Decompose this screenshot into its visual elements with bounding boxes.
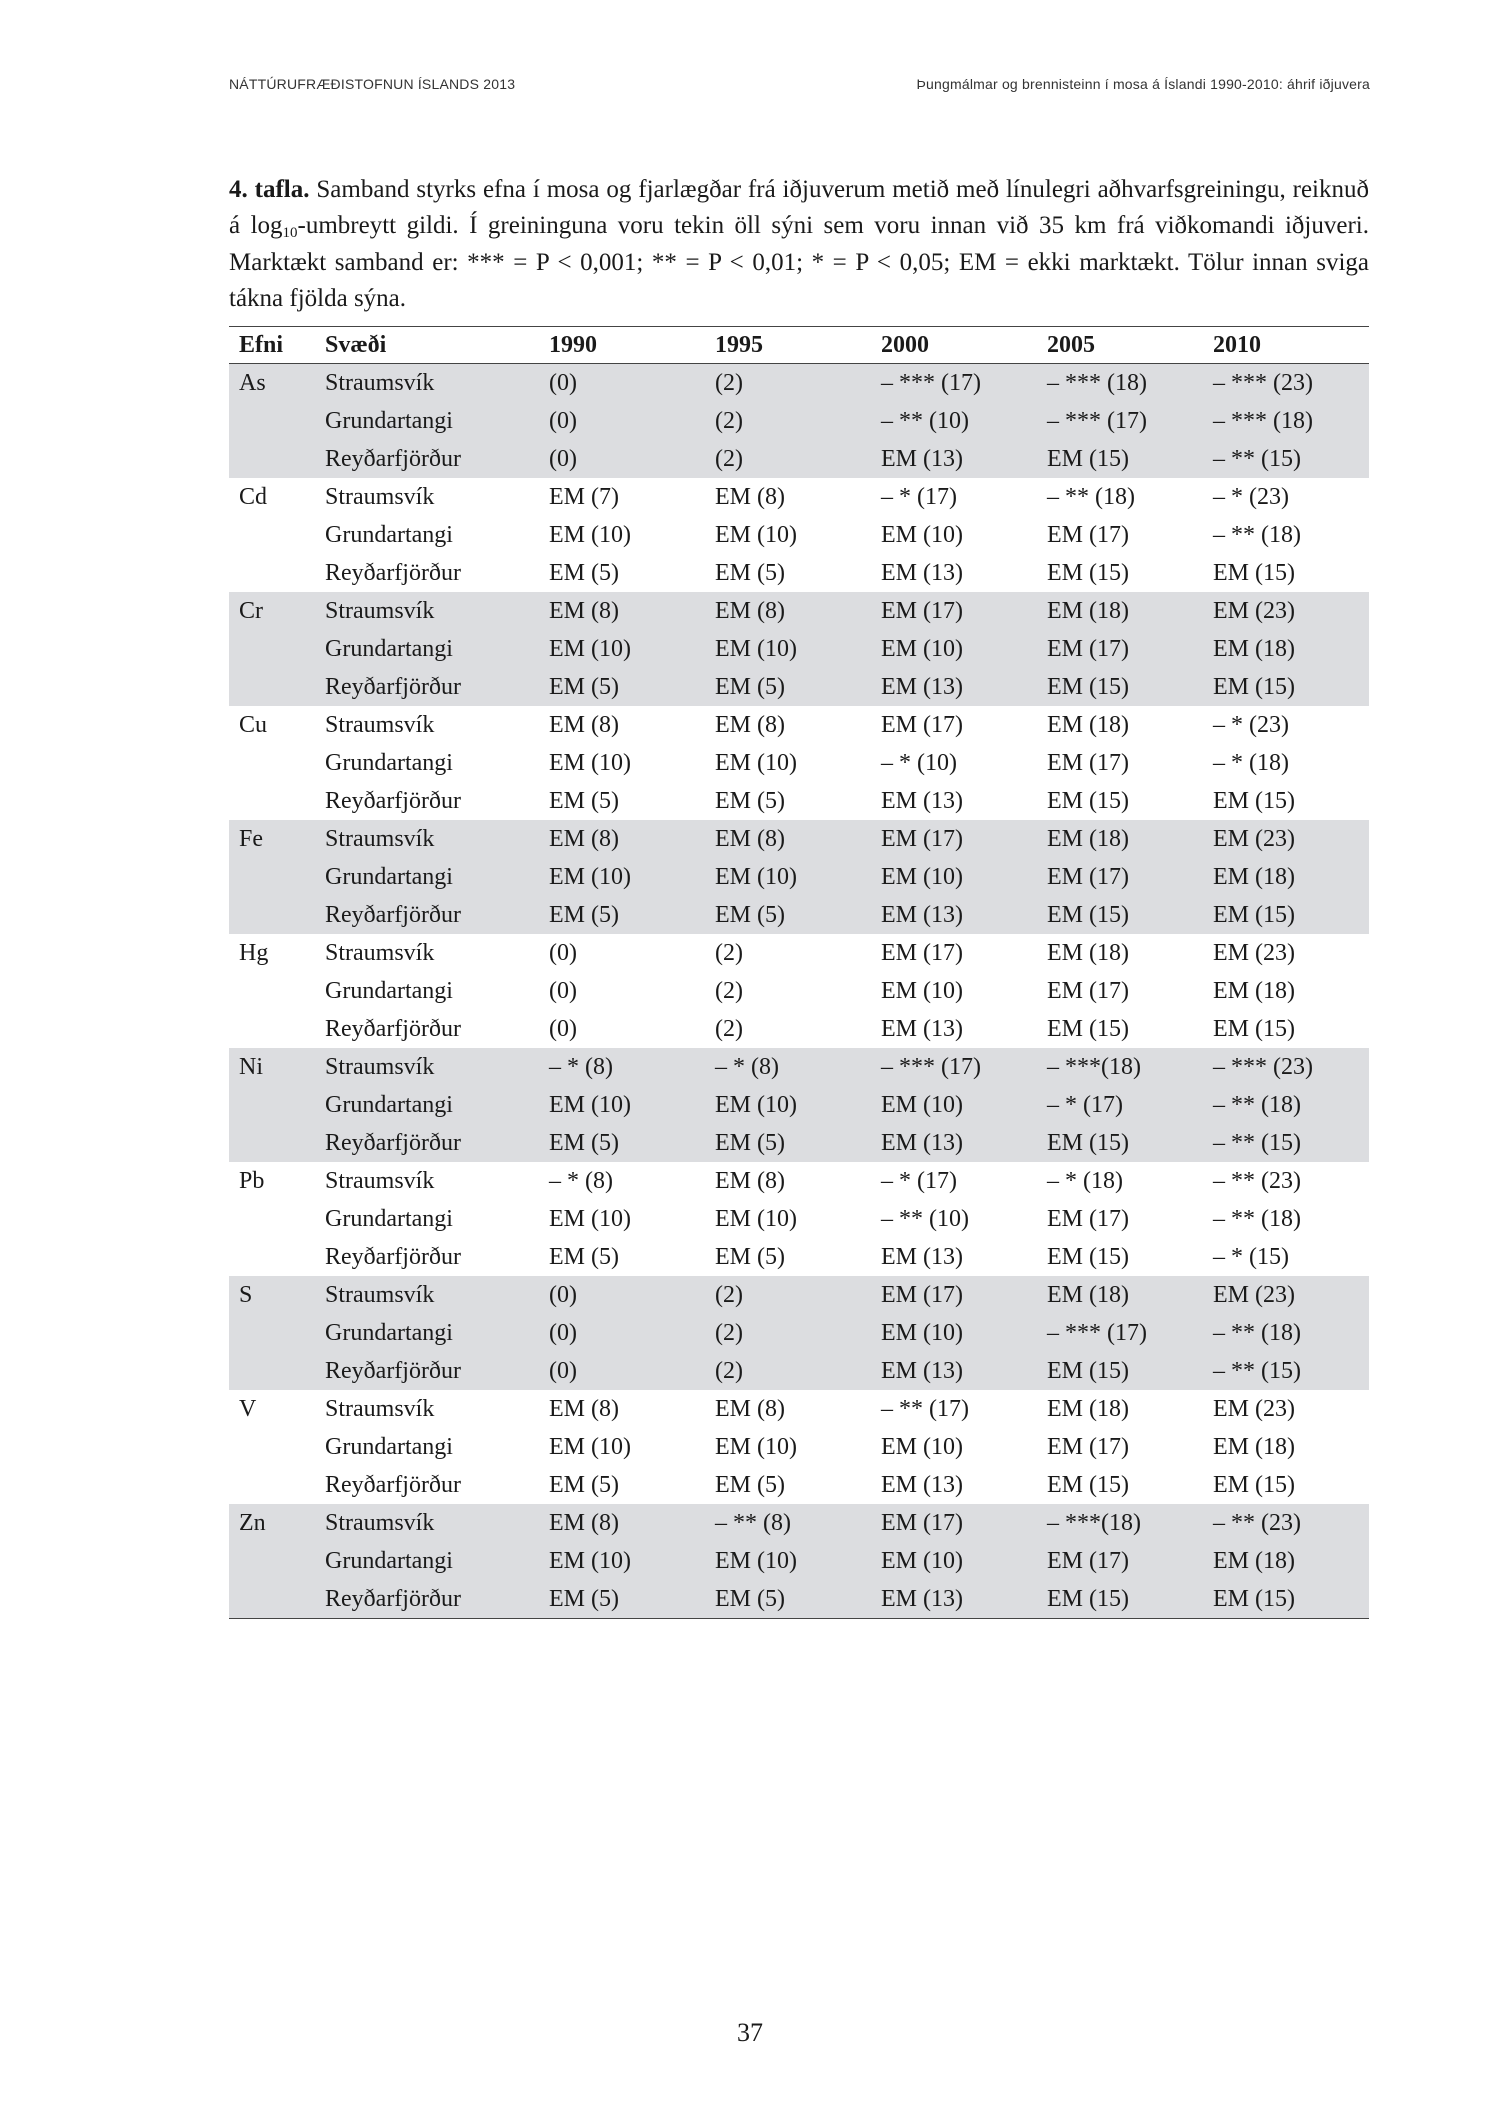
value-cell: (2) bbox=[705, 402, 871, 440]
table-row bbox=[229, 1466, 1369, 1504]
value-cell: EM (10) bbox=[539, 630, 705, 668]
value-cell: EM (18) bbox=[1203, 630, 1369, 668]
table-caption bbox=[229, 172, 1369, 317]
table-row bbox=[229, 516, 1369, 554]
value-cell: EM (13) bbox=[871, 668, 1037, 706]
value-cell: EM (13) bbox=[871, 1352, 1037, 1390]
value-cell: – ***(18) bbox=[1037, 1504, 1203, 1542]
value-cell: – *** (18) bbox=[1037, 364, 1203, 403]
value-cell: EM (15) bbox=[1213, 1015, 1295, 1042]
value-cell: – *** (17) bbox=[1037, 1314, 1203, 1352]
site-cell: Straumsvík bbox=[325, 939, 435, 966]
value-cell: EM (15) bbox=[1047, 1015, 1129, 1042]
value-cell: EM (5) bbox=[715, 559, 785, 586]
value-cell: EM (23) bbox=[1203, 820, 1369, 858]
site-cell: Straumsvík bbox=[325, 1395, 435, 1422]
column-header-2010: 2010 bbox=[1203, 327, 1369, 364]
value-cell: EM (13) bbox=[871, 440, 1037, 478]
site-cell: Reyðarfjörður bbox=[325, 1471, 461, 1498]
value-cell: EM (5) bbox=[705, 1580, 871, 1619]
value-cell: (0) bbox=[549, 939, 577, 966]
value-cell: EM (10) bbox=[549, 749, 631, 776]
element-cell bbox=[229, 402, 315, 440]
value-cell: EM (8) bbox=[705, 820, 871, 858]
value-cell: EM (5) bbox=[539, 1124, 705, 1162]
column-header-2005: 2005 bbox=[1037, 327, 1203, 364]
table-row bbox=[229, 364, 1369, 403]
table-row bbox=[229, 972, 1369, 1010]
element-cell bbox=[229, 1352, 315, 1390]
table-row bbox=[229, 1314, 1369, 1352]
table-row bbox=[229, 440, 1369, 478]
value-cell: EM (13) bbox=[871, 1124, 1037, 1162]
site-cell: Reyðarfjörður bbox=[325, 1015, 461, 1042]
value-cell: EM (17) bbox=[871, 820, 1037, 858]
value-cell: – ** (18) bbox=[1047, 483, 1135, 510]
value-cell: EM (15) bbox=[1203, 668, 1369, 706]
value-cell: EM (8) bbox=[705, 592, 871, 630]
value-cell: – *** (18) bbox=[1203, 402, 1369, 440]
column-header-svaedi: Svæði bbox=[315, 327, 539, 364]
value-cell: EM (18) bbox=[1037, 1276, 1203, 1314]
value-cell: – *** (23) bbox=[1203, 364, 1369, 403]
value-cell: EM (15) bbox=[1047, 787, 1129, 814]
value-cell: – ** (17) bbox=[881, 1395, 969, 1422]
value-cell: – * (8) bbox=[539, 1048, 705, 1086]
site-cell: Straumsvík bbox=[315, 1048, 539, 1086]
table-row bbox=[229, 706, 1369, 744]
site-cell: Straumsvík bbox=[315, 820, 539, 858]
element-cell bbox=[229, 1124, 315, 1162]
element-cell: Zn bbox=[229, 1504, 315, 1542]
value-cell: EM (5) bbox=[539, 668, 705, 706]
value-cell: – * (15) bbox=[1213, 1243, 1289, 1270]
value-cell: EM (13) bbox=[871, 1580, 1037, 1619]
value-cell: (2) bbox=[705, 440, 871, 478]
value-cell: – * (17) bbox=[1037, 1086, 1203, 1124]
element-cell: Cu bbox=[239, 711, 268, 738]
table-row bbox=[229, 1352, 1369, 1390]
element-cell bbox=[229, 440, 315, 478]
value-cell: EM (10) bbox=[549, 1433, 631, 1460]
value-cell: EM (5) bbox=[549, 787, 619, 814]
value-cell: EM (15) bbox=[1037, 668, 1203, 706]
caption-text-part1: Samband styrks efna í mosa og fjarlægðar frá iðjuverum metið með línulegri aðhvarfsgreiningu, reiknuð á log bbox=[229, 176, 1369, 240]
element-cell bbox=[229, 1428, 315, 1466]
value-cell: EM (13) bbox=[871, 896, 1037, 934]
element-cell bbox=[229, 1010, 315, 1048]
value-cell: EM (10) bbox=[539, 1542, 705, 1580]
element-cell: S bbox=[229, 1276, 315, 1314]
table-row bbox=[229, 1276, 1369, 1314]
table-row bbox=[229, 1086, 1369, 1124]
value-cell: EM (18) bbox=[1047, 1395, 1129, 1422]
value-cell: EM (10) bbox=[705, 858, 871, 896]
value-cell: EM (17) bbox=[871, 1276, 1037, 1314]
value-cell: EM (15) bbox=[1213, 559, 1295, 586]
table-row bbox=[229, 668, 1369, 706]
column-header-1990: 1990 bbox=[539, 327, 705, 364]
value-cell: EM (5) bbox=[705, 668, 871, 706]
value-cell: EM (10) bbox=[881, 521, 963, 548]
table-row bbox=[229, 782, 1369, 820]
element-cell: Hg bbox=[239, 939, 269, 966]
element-cell: Fe bbox=[229, 820, 315, 858]
value-cell: EM (13) bbox=[881, 1471, 963, 1498]
value-cell: EM (17) bbox=[1037, 858, 1203, 896]
running-header bbox=[0, 76, 1500, 96]
table-body bbox=[229, 364, 1369, 1619]
value-cell: – ** (23) bbox=[1213, 1167, 1301, 1194]
value-cell: EM (10) bbox=[871, 1086, 1037, 1124]
table-row bbox=[229, 896, 1369, 934]
table-row bbox=[229, 402, 1369, 440]
value-cell: – ***(18) bbox=[1037, 1048, 1203, 1086]
value-cell: – * (17) bbox=[881, 483, 957, 510]
value-cell: – ** (18) bbox=[1203, 1314, 1369, 1352]
value-cell: EM (15) bbox=[1037, 1352, 1203, 1390]
value-cell: EM (10) bbox=[715, 749, 797, 776]
value-cell: – *** (17) bbox=[1037, 402, 1203, 440]
value-cell: – ** (8) bbox=[705, 1504, 871, 1542]
value-cell: EM (10) bbox=[539, 858, 705, 896]
value-cell: (0) bbox=[539, 364, 705, 403]
value-cell: EM (10) bbox=[549, 521, 631, 548]
value-cell: (2) bbox=[705, 1352, 871, 1390]
element-cell bbox=[229, 782, 315, 820]
site-cell: Reyðarfjörður bbox=[325, 787, 461, 814]
value-cell: – ** (18) bbox=[1213, 521, 1301, 548]
table-row bbox=[229, 592, 1369, 630]
value-cell: EM (15) bbox=[1203, 1580, 1369, 1619]
site-cell: Straumsvík bbox=[325, 711, 435, 738]
site-cell: Reyðarfjörður bbox=[315, 668, 539, 706]
value-cell: EM (23) bbox=[1203, 1276, 1369, 1314]
value-cell: EM (10) bbox=[871, 630, 1037, 668]
table-row bbox=[229, 934, 1369, 972]
value-cell: EM (5) bbox=[549, 559, 619, 586]
value-cell: EM (17) bbox=[1047, 749, 1129, 776]
table-row bbox=[229, 1428, 1369, 1466]
value-cell: EM (5) bbox=[549, 1243, 619, 1270]
site-cell: Reyðarfjörður bbox=[325, 559, 461, 586]
value-cell: EM (17) bbox=[1047, 1433, 1129, 1460]
site-cell: Straumsvík bbox=[325, 1167, 435, 1194]
value-cell: (0) bbox=[539, 1276, 705, 1314]
value-cell: EM (8) bbox=[715, 483, 785, 510]
value-cell: EM (17) bbox=[1047, 1205, 1129, 1232]
value-cell: EM (15) bbox=[1213, 1471, 1295, 1498]
caption-label: 4. tafla. bbox=[229, 176, 310, 203]
table-row bbox=[229, 1580, 1369, 1619]
table-row bbox=[229, 630, 1369, 668]
value-cell: – *** (23) bbox=[1203, 1048, 1369, 1086]
value-cell: – * (23) bbox=[1213, 483, 1289, 510]
value-cell: – * (18) bbox=[1047, 1167, 1123, 1194]
value-cell: – ** (15) bbox=[1203, 1352, 1369, 1390]
site-cell: Straumsvík bbox=[315, 1276, 539, 1314]
value-cell: EM (7) bbox=[549, 483, 619, 510]
element-cell bbox=[229, 1466, 315, 1504]
site-cell: Reyðarfjörður bbox=[315, 1352, 539, 1390]
value-cell: EM (18) bbox=[1037, 592, 1203, 630]
table-row bbox=[229, 1124, 1369, 1162]
site-cell: Reyðarfjörður bbox=[315, 1580, 539, 1619]
value-cell: – * (8) bbox=[705, 1048, 871, 1086]
value-cell: EM (15) bbox=[1037, 896, 1203, 934]
value-cell: EM (18) bbox=[1203, 858, 1369, 896]
value-cell: EM (17) bbox=[871, 1504, 1037, 1542]
value-cell: EM (15) bbox=[1047, 1471, 1129, 1498]
value-cell: EM (13) bbox=[881, 787, 963, 814]
value-cell: EM (10) bbox=[881, 977, 963, 1004]
element-cell bbox=[229, 1086, 315, 1124]
value-cell: EM (13) bbox=[881, 559, 963, 586]
element-cell: V bbox=[239, 1395, 257, 1422]
header-publisher: NÁTTÚRUFRÆÐISTOFNUN ÍSLANDS 2013 bbox=[229, 76, 516, 92]
value-cell: (0) bbox=[539, 440, 705, 478]
site-cell: Grundartangi bbox=[325, 977, 453, 1004]
value-cell: (0) bbox=[539, 1352, 705, 1390]
value-cell: EM (10) bbox=[549, 1205, 631, 1232]
element-cell: As bbox=[229, 364, 315, 403]
value-cell: EM (8) bbox=[715, 711, 785, 738]
value-cell: (2) bbox=[705, 1314, 871, 1352]
value-cell: EM (15) bbox=[1047, 1243, 1129, 1270]
element-cell bbox=[229, 858, 315, 896]
table-row bbox=[229, 1504, 1369, 1542]
element-cell bbox=[229, 1314, 315, 1352]
value-cell: EM (23) bbox=[1213, 939, 1295, 966]
element-cell: Pb bbox=[239, 1167, 265, 1194]
site-cell: Straumsvík bbox=[315, 592, 539, 630]
column-header-2000: 2000 bbox=[871, 327, 1037, 364]
value-cell: (0) bbox=[549, 977, 577, 1004]
site-cell: Reyðarfjörður bbox=[325, 1243, 461, 1270]
site-cell: Grundartangi bbox=[325, 1205, 453, 1232]
value-cell: EM (13) bbox=[881, 1015, 963, 1042]
value-cell: – * (8) bbox=[549, 1167, 613, 1194]
site-cell: Straumsvík bbox=[315, 1504, 539, 1542]
value-cell: – ** (10) bbox=[881, 1205, 969, 1232]
value-cell: EM (10) bbox=[705, 1086, 871, 1124]
value-cell: EM (5) bbox=[705, 896, 871, 934]
value-cell: (2) bbox=[705, 1276, 871, 1314]
table-row bbox=[229, 1390, 1369, 1428]
element-cell bbox=[229, 1580, 315, 1619]
element-cell: Ni bbox=[229, 1048, 315, 1086]
value-cell: EM (8) bbox=[549, 1395, 619, 1422]
element-cell bbox=[229, 554, 315, 592]
value-cell: – * (17) bbox=[881, 1167, 957, 1194]
element-cell bbox=[229, 972, 315, 1010]
element-cell bbox=[229, 668, 315, 706]
value-cell: EM (18) bbox=[1203, 1542, 1369, 1580]
site-cell: Reyðarfjörður bbox=[315, 1124, 539, 1162]
site-cell: Grundartangi bbox=[315, 1086, 539, 1124]
value-cell: EM (10) bbox=[881, 1433, 963, 1460]
value-cell: EM (18) bbox=[1037, 820, 1203, 858]
column-header-1995: 1995 bbox=[705, 327, 871, 364]
results-table bbox=[229, 326, 1369, 1619]
site-cell: Grundartangi bbox=[325, 521, 453, 548]
value-cell: – ** (10) bbox=[871, 402, 1037, 440]
value-cell: EM (10) bbox=[715, 1205, 797, 1232]
value-cell: – ** (23) bbox=[1203, 1504, 1369, 1542]
element-cell bbox=[229, 896, 315, 934]
element-cell bbox=[229, 744, 315, 782]
site-cell: Grundartangi bbox=[315, 630, 539, 668]
element-cell bbox=[229, 630, 315, 668]
value-cell: EM (5) bbox=[549, 1471, 619, 1498]
value-cell: EM (10) bbox=[705, 630, 871, 668]
element-cell bbox=[229, 1238, 315, 1276]
table-row bbox=[229, 1542, 1369, 1580]
value-cell: EM (18) bbox=[1213, 1433, 1295, 1460]
value-cell: EM (5) bbox=[715, 787, 785, 814]
site-cell: Straumsvík bbox=[325, 483, 435, 510]
table-row bbox=[229, 820, 1369, 858]
table-row bbox=[229, 1048, 1369, 1086]
value-cell: – ** (15) bbox=[1203, 440, 1369, 478]
value-cell: EM (8) bbox=[539, 1504, 705, 1542]
value-cell: EM (10) bbox=[715, 1433, 797, 1460]
table-row bbox=[229, 478, 1369, 516]
value-cell: EM (5) bbox=[715, 1471, 785, 1498]
value-cell: EM (18) bbox=[1213, 977, 1295, 1004]
value-cell: (2) bbox=[715, 1015, 743, 1042]
value-cell: EM (8) bbox=[539, 820, 705, 858]
value-cell: EM (23) bbox=[1213, 1395, 1295, 1422]
value-cell: EM (10) bbox=[539, 1086, 705, 1124]
site-cell: Grundartangi bbox=[315, 1542, 539, 1580]
value-cell: EM (15) bbox=[1047, 559, 1129, 586]
value-cell: EM (8) bbox=[715, 1167, 785, 1194]
site-cell: Grundartangi bbox=[315, 858, 539, 896]
element-cell: Cd bbox=[239, 483, 268, 510]
value-cell: EM (10) bbox=[871, 1314, 1037, 1352]
value-cell: EM (10) bbox=[871, 858, 1037, 896]
table-row bbox=[229, 744, 1369, 782]
site-cell: Reyðarfjörður bbox=[315, 440, 539, 478]
column-header-efni: Efni bbox=[229, 327, 315, 364]
site-cell: Grundartangi bbox=[325, 1433, 453, 1460]
site-cell: Grundartangi bbox=[315, 402, 539, 440]
value-cell: EM (8) bbox=[715, 1395, 785, 1422]
value-cell: EM (17) bbox=[1047, 521, 1129, 548]
value-cell: (2) bbox=[715, 977, 743, 1004]
value-cell: EM (8) bbox=[549, 711, 619, 738]
value-cell: (0) bbox=[539, 1314, 705, 1352]
value-cell: EM (17) bbox=[871, 592, 1037, 630]
value-cell: EM (10) bbox=[871, 1542, 1037, 1580]
value-cell: EM (5) bbox=[715, 1243, 785, 1270]
element-cell: Cr bbox=[229, 592, 315, 630]
element-cell bbox=[229, 516, 315, 554]
element-cell bbox=[229, 1542, 315, 1580]
value-cell: EM (18) bbox=[1047, 711, 1129, 738]
table-row bbox=[229, 554, 1369, 592]
table-row bbox=[229, 1010, 1369, 1048]
table-row bbox=[229, 1238, 1369, 1276]
value-cell: EM (18) bbox=[1047, 939, 1129, 966]
value-cell: – ** (18) bbox=[1203, 1086, 1369, 1124]
value-cell: EM (23) bbox=[1203, 592, 1369, 630]
value-cell: EM (5) bbox=[539, 1580, 705, 1619]
value-cell: (2) bbox=[715, 939, 743, 966]
value-cell: EM (15) bbox=[1203, 896, 1369, 934]
site-cell: Grundartangi bbox=[315, 1314, 539, 1352]
site-cell: Grundartangi bbox=[325, 749, 453, 776]
results-table-container bbox=[229, 326, 1369, 1619]
table-row bbox=[229, 1200, 1369, 1238]
value-cell: EM (5) bbox=[705, 1124, 871, 1162]
value-cell: EM (10) bbox=[705, 1542, 871, 1580]
caption-text-part2: -umbreytt gildi. Í greininguna voru tekin öll sýni sem voru innan við 35 km frá viðkomandi iðjuveri. Marktækt samband er: *** = P < 0,001; ** = P < 0,01; * = P < 0,05; EM = ekki marktækt. Tölur innan sviga tákna fjölda sýna. bbox=[229, 212, 1369, 312]
element-cell bbox=[229, 1200, 315, 1238]
value-cell: – ** (15) bbox=[1203, 1124, 1369, 1162]
value-cell: (0) bbox=[549, 1015, 577, 1042]
value-cell: EM (15) bbox=[1037, 1580, 1203, 1619]
value-cell: EM (10) bbox=[715, 521, 797, 548]
header-report-title: Þungmálmar og brennisteinn í mosa á Íslandi 1990-2010: áhrif iðjuvera bbox=[916, 76, 1370, 92]
value-cell: EM (15) bbox=[1037, 1124, 1203, 1162]
value-cell: EM (17) bbox=[1037, 630, 1203, 668]
table-row bbox=[229, 858, 1369, 896]
value-cell: (0) bbox=[539, 402, 705, 440]
value-cell: EM (8) bbox=[539, 592, 705, 630]
table-row bbox=[229, 1162, 1369, 1200]
value-cell: EM (17) bbox=[1047, 977, 1129, 1004]
value-cell: – *** (17) bbox=[871, 1048, 1037, 1086]
site-cell: Straumsvík bbox=[315, 364, 539, 403]
value-cell: (2) bbox=[705, 364, 871, 403]
value-cell: EM (15) bbox=[1213, 787, 1295, 814]
value-cell: – * (18) bbox=[1213, 749, 1289, 776]
value-cell: – * (10) bbox=[881, 749, 957, 776]
value-cell: EM (17) bbox=[881, 711, 963, 738]
value-cell: EM (13) bbox=[881, 1243, 963, 1270]
value-cell: – *** (17) bbox=[871, 364, 1037, 403]
value-cell: EM (17) bbox=[881, 939, 963, 966]
table-header-row bbox=[229, 327, 1369, 364]
value-cell: EM (5) bbox=[539, 896, 705, 934]
site-cell: Reyðarfjörður bbox=[315, 896, 539, 934]
value-cell: EM (17) bbox=[1037, 1542, 1203, 1580]
caption-subscript: 10 bbox=[282, 225, 298, 242]
page-number: 37 bbox=[737, 2018, 763, 2047]
value-cell: – * (23) bbox=[1213, 711, 1289, 738]
value-cell: – ** (18) bbox=[1213, 1205, 1301, 1232]
value-cell: EM (15) bbox=[1037, 440, 1203, 478]
